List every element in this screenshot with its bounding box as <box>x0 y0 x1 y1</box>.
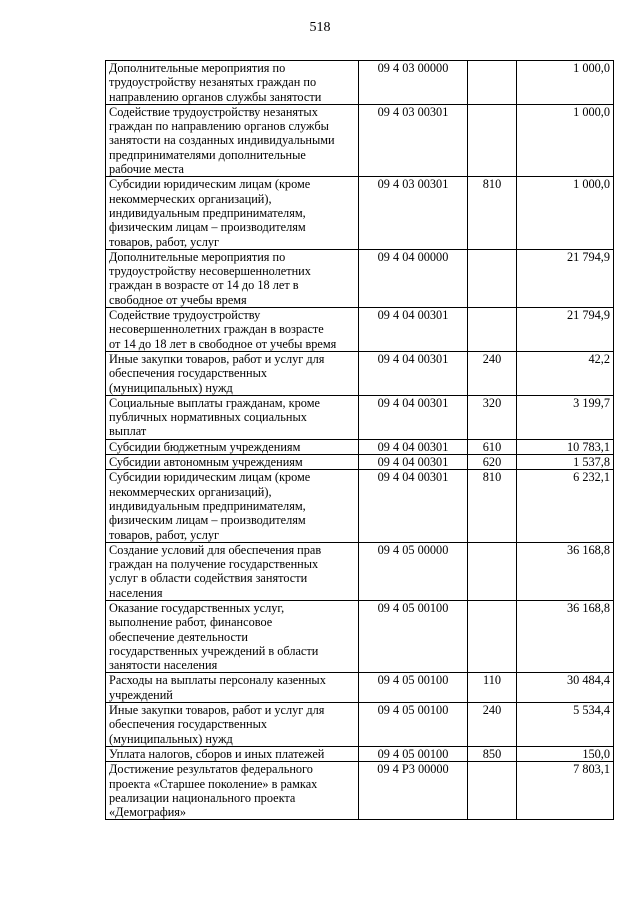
table-row <box>106 703 614 747</box>
table-row <box>106 308 614 352</box>
expense-type-cell: 620 <box>468 455 517 470</box>
expense-name-cell <box>106 746 359 761</box>
expense-name-line: Иные закупки товаров, работ и услуг для <box>109 351 325 366</box>
amount-cell: 36 168,8 <box>517 600 614 672</box>
expense-type-cell <box>468 249 517 307</box>
expense-name-line: Социальные выплаты гражданам, кроме <box>109 395 320 410</box>
expense-name-line: (муниципальных) нужд <box>109 380 233 395</box>
expense-name-line: (муниципальных) нужд <box>109 731 233 746</box>
expense-name-line: предпринимателями дополнительные <box>109 147 306 162</box>
amount-cell: 36 168,8 <box>517 542 614 600</box>
expense-name-cell <box>106 177 359 249</box>
expense-name-line: Субсидии бюджетным учреждениям <box>109 439 301 454</box>
expense-name-line: несовершеннолетних граждан в возрасте <box>109 322 324 337</box>
expense-name-cell <box>106 439 359 454</box>
target-code-cell: 09 4 04 00301 <box>359 395 468 439</box>
table-row <box>106 746 614 761</box>
expense-name-line: граждан в возрасте от 14 до 18 лет в <box>109 278 299 293</box>
expense-type-cell: 610 <box>468 439 517 454</box>
expense-name-line: Дополнительные мероприятия по <box>109 61 286 75</box>
expense-type-cell: 240 <box>468 703 517 747</box>
budget-table <box>105 60 614 820</box>
expense-name-line: трудоустройству несовершеннолетних <box>109 264 311 279</box>
expense-name-line: от 14 до 18 лет в свободное от учебы время <box>109 336 337 351</box>
expense-name-line: Расходы на выплаты персоналу казенных <box>109 673 326 688</box>
target-code-cell: 09 4 05 00100 <box>359 673 468 703</box>
target-code-cell: 09 4 05 00100 <box>359 600 468 672</box>
table-row <box>106 600 614 672</box>
expense-name-line: физическим лицам – производителям <box>109 513 306 528</box>
table-row <box>106 470 614 542</box>
target-code-cell: 09 4 05 00000 <box>359 542 468 600</box>
expense-name-line: Дополнительные мероприятия по <box>109 249 286 264</box>
expense-name-line: Достижение результатов федерального <box>109 762 313 777</box>
budget-table-body <box>106 61 614 820</box>
expense-name-cell <box>106 542 359 600</box>
expense-name-line: Иные закупки товаров, работ и услуг для <box>109 703 325 718</box>
expense-name-line: услуг в области содействия занятости <box>109 571 308 586</box>
table-row <box>106 542 614 600</box>
expense-name-line: обеспечения государственных <box>109 366 268 381</box>
amount-cell: 7 803,1 <box>517 762 614 820</box>
amount-cell: 42,2 <box>517 351 614 395</box>
expense-name-line: Содействие трудоустройству <box>109 308 261 323</box>
expense-name-line: товаров, работ, услуг <box>109 527 220 542</box>
target-code-cell: 09 4 05 00100 <box>359 746 468 761</box>
target-code-cell: 09 4 03 00301 <box>359 177 468 249</box>
target-code-cell: 09 4 03 00301 <box>359 104 468 176</box>
expense-name-line: Содействие трудоустройству незанятых <box>109 104 318 119</box>
expense-name-cell <box>106 703 359 747</box>
expense-name-line: Субсидии юридическим лицам (кроме <box>109 470 311 485</box>
expense-type-cell <box>468 61 517 105</box>
expense-name-cell <box>106 61 359 105</box>
expense-name-line: Создание условий для обеспечения прав <box>109 542 322 557</box>
expense-name-cell <box>106 395 359 439</box>
expense-name-line: учреждений <box>109 687 173 702</box>
expense-name-line: граждан на получение государственных <box>109 557 319 572</box>
expense-name-line: некоммерческих организаций), <box>109 191 272 206</box>
expense-name-line: Уплата налогов, сборов и иных платежей <box>109 746 325 761</box>
amount-cell: 5 534,4 <box>517 703 614 747</box>
expense-name-line: «Демография» <box>109 805 187 820</box>
expense-name-cell <box>106 308 359 352</box>
expense-name-cell <box>106 470 359 542</box>
expense-name-line: государственных учреждений в области <box>109 643 319 658</box>
target-code-cell: 09 4 04 00301 <box>359 470 468 542</box>
amount-cell: 1 000,0 <box>517 61 614 105</box>
table-row <box>106 351 614 395</box>
expense-name-line: рабочие места <box>109 162 184 177</box>
expense-name-line: индивидуальным предпринимателям, <box>109 498 306 513</box>
expense-name-line: Оказание государственных услуг, <box>109 600 285 615</box>
expense-name-cell <box>106 600 359 672</box>
target-code-cell: 09 4 Р3 00000 <box>359 762 468 820</box>
amount-cell: 30 484,4 <box>517 673 614 703</box>
expense-type-cell: 110 <box>468 673 517 703</box>
amount-cell: 6 232,1 <box>517 470 614 542</box>
expense-name-line: реализации национального проекта <box>109 790 296 805</box>
expense-name-line: некоммерческих организаций), <box>109 484 272 499</box>
amount-cell: 21 794,9 <box>517 249 614 307</box>
amount-cell: 3 199,7 <box>517 395 614 439</box>
expense-name-line: товаров, работ, услуг <box>109 234 220 249</box>
expense-name-line: Субсидии юридическим лицам (кроме <box>109 177 311 192</box>
table-row <box>106 673 614 703</box>
amount-cell: 1 000,0 <box>517 177 614 249</box>
table-row <box>106 61 614 105</box>
expense-type-cell <box>468 600 517 672</box>
expense-name-line: свободное от учебы время <box>109 292 247 307</box>
target-code-cell: 09 4 03 00000 <box>359 61 468 105</box>
expense-type-cell: 240 <box>468 351 517 395</box>
amount-cell: 21 794,9 <box>517 308 614 352</box>
amount-cell: 1 000,0 <box>517 104 614 176</box>
amount-cell: 1 537,8 <box>517 455 614 470</box>
expense-name-line: выплат <box>109 424 147 439</box>
expense-type-cell <box>468 104 517 176</box>
expense-type-cell: 850 <box>468 746 517 761</box>
table-row <box>106 455 614 470</box>
expense-name-cell <box>106 351 359 395</box>
expense-name-line: населения <box>109 585 163 600</box>
expense-name-cell <box>106 762 359 820</box>
expense-name-line: трудоустройству незанятых граждан по <box>109 75 317 90</box>
expense-name-cell <box>106 104 359 176</box>
expense-type-cell: 810 <box>468 470 517 542</box>
amount-cell: 10 783,1 <box>517 439 614 454</box>
expense-name-line: индивидуальным предпринимателям, <box>109 205 306 220</box>
expense-name-line: граждан по направлению органов службы <box>109 119 329 134</box>
expense-type-cell: 810 <box>468 177 517 249</box>
expense-name-cell <box>106 673 359 703</box>
table-row <box>106 177 614 249</box>
expense-type-cell <box>468 762 517 820</box>
target-code-cell: 09 4 04 00301 <box>359 455 468 470</box>
expense-name-cell <box>106 455 359 470</box>
target-code-cell: 09 4 04 00301 <box>359 308 468 352</box>
target-code-cell: 09 4 05 00100 <box>359 703 468 747</box>
expense-name-line: обеспечения государственных <box>109 717 268 732</box>
expense-name-line: физическим лицам – производителям <box>109 220 306 235</box>
expense-name-line: занятости на созданных индивидуальными <box>109 133 335 148</box>
expense-name-cell <box>106 249 359 307</box>
expense-name-line: выполнение работ, финансовое <box>109 615 273 630</box>
target-code-cell: 09 4 04 00301 <box>359 351 468 395</box>
table-row <box>106 249 614 307</box>
table-row <box>106 762 614 820</box>
target-code-cell: 09 4 04 00000 <box>359 249 468 307</box>
amount-cell: 150,0 <box>517 746 614 761</box>
expense-name-line: занятости населения <box>109 658 218 673</box>
expense-name-line: Субсидии автономным учреждениям <box>109 455 303 470</box>
table-row <box>106 395 614 439</box>
page-number: 518 <box>309 20 331 35</box>
expense-type-cell <box>468 308 517 352</box>
expense-name-line: публичных нормативных социальных <box>109 410 307 425</box>
target-code-cell: 09 4 04 00301 <box>359 439 468 454</box>
expense-type-cell <box>468 542 517 600</box>
expense-type-cell: 320 <box>468 395 517 439</box>
expense-name-line: проекта «Старшее поколение» в рамках <box>109 776 318 791</box>
expense-name-line: обеспечение деятельности <box>109 629 248 644</box>
table-row <box>106 439 614 454</box>
expense-name-line: направлению органов службы занятости <box>109 89 322 104</box>
table-row <box>106 104 614 176</box>
